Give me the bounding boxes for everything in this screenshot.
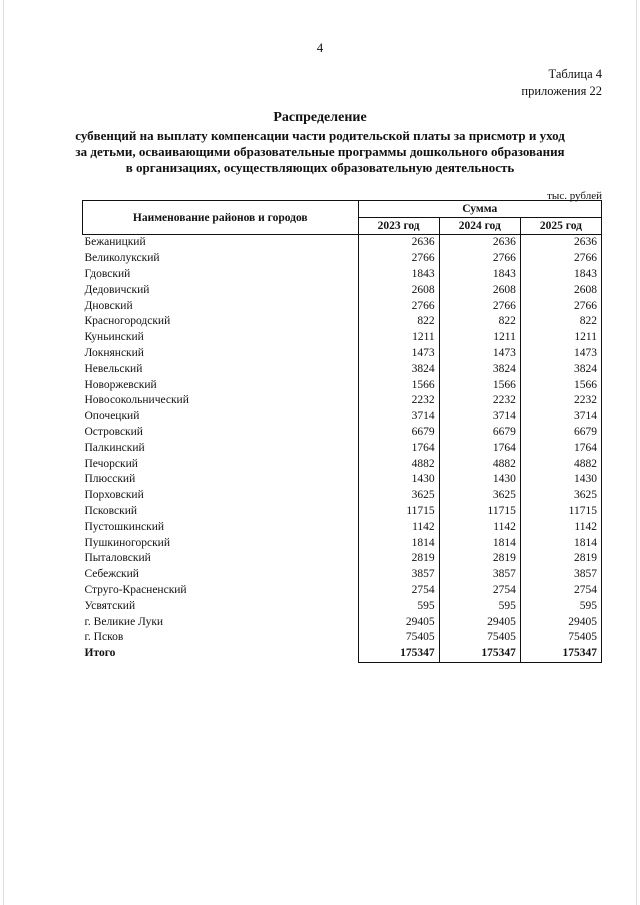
row-value-2025: 1142	[520, 519, 601, 535]
row-value-2023: 3625	[358, 488, 439, 504]
row-value-2025: 2608	[520, 282, 601, 298]
distribution-table	[82, 200, 602, 663]
row-name: Новоржевский	[84, 378, 157, 391]
row-value-2023: 1211	[358, 330, 439, 346]
row-value-2025: 1430	[520, 472, 601, 488]
row-value-2025: 11715	[520, 504, 601, 520]
table-row	[83, 409, 602, 425]
row-value-2025: 2636	[520, 235, 601, 251]
table-row	[83, 456, 602, 472]
row-value-2024: 2636	[439, 235, 520, 251]
row-value-2025: 2754	[520, 583, 601, 599]
row-name: г. Великие Луки	[84, 615, 164, 628]
header-sum: Сумма	[358, 201, 601, 218]
table-caption-line2: приложения 22	[521, 84, 602, 98]
row-value-2024: 1473	[439, 346, 520, 362]
row-name: Локнянский	[84, 346, 144, 359]
row-name: Красногородский	[84, 315, 171, 328]
row-value-2024: 6679	[439, 425, 520, 441]
table-row	[83, 393, 602, 409]
row-value-2025: 1843	[520, 267, 601, 283]
row-value-2024: 1566	[439, 377, 520, 393]
table-row	[83, 472, 602, 488]
table-row	[83, 235, 602, 251]
row-value-2025: 1764	[520, 440, 601, 456]
row-value-2024: 1843	[439, 267, 520, 283]
row-name: Дновский	[84, 299, 133, 312]
row-value-2024: 1764	[439, 440, 520, 456]
row-name: Палкинский	[84, 441, 145, 454]
table-row	[83, 440, 602, 456]
table-row	[83, 519, 602, 535]
scan-edge-right	[636, 0, 637, 905]
row-value-2025: 3625	[520, 488, 601, 504]
row-value-2024: 3857	[439, 567, 520, 583]
total-value-2025: 175347	[520, 646, 601, 662]
row-name: Гдовский	[84, 267, 131, 280]
row-value-2023: 595	[358, 598, 439, 614]
row-name: Великолукский	[84, 252, 160, 265]
document-title	[60, 110, 580, 176]
row-value-2024: 3824	[439, 361, 520, 377]
row-value-2023: 2636	[358, 235, 439, 251]
row-name: Псковский	[84, 504, 138, 517]
row-value-2024: 3625	[439, 488, 520, 504]
header-year-2025: 2025 год	[520, 218, 601, 235]
row-value-2024: 1430	[439, 472, 520, 488]
row-value-2023: 2766	[358, 298, 439, 314]
row-name: Пыталовский	[84, 552, 151, 565]
row-name: Дедовичский	[84, 283, 150, 296]
table-row	[83, 267, 602, 283]
row-value-2024: 3714	[439, 409, 520, 425]
row-value-2025: 1566	[520, 377, 601, 393]
row-value-2025: 595	[520, 598, 601, 614]
row-value-2024: 1142	[439, 519, 520, 535]
row-value-2024: 4882	[439, 456, 520, 472]
row-value-2025: 3857	[520, 567, 601, 583]
row-value-2024: 1211	[439, 330, 520, 346]
table-row	[83, 583, 602, 599]
table-row	[83, 298, 602, 314]
table-row	[83, 377, 602, 393]
table-row	[83, 598, 602, 614]
header-name: Наименование районов и городов	[83, 201, 359, 235]
row-name: Невельский	[84, 362, 143, 375]
row-name: Плюсский	[84, 473, 136, 486]
table-row	[83, 535, 602, 551]
row-value-2024: 75405	[439, 630, 520, 646]
row-value-2023: 11715	[358, 504, 439, 520]
row-value-2023: 6679	[358, 425, 439, 441]
row-name: Куньинский	[84, 331, 144, 344]
row-name: Пушкиногорский	[84, 536, 170, 549]
header-year-2023: 2023 год	[358, 218, 439, 235]
row-value-2025: 2232	[520, 393, 601, 409]
total-label: Итого	[84, 647, 116, 660]
row-value-2023: 1473	[358, 346, 439, 362]
row-value-2023: 29405	[358, 614, 439, 630]
row-value-2024: 2819	[439, 551, 520, 567]
row-value-2025: 1814	[520, 535, 601, 551]
row-value-2023: 3714	[358, 409, 439, 425]
title-line1: Распределение	[273, 110, 367, 125]
table-row	[83, 630, 602, 646]
row-value-2024: 2766	[439, 298, 520, 314]
row-name: Новосокольнический	[84, 394, 189, 407]
table-row	[83, 251, 602, 267]
title-line3: за детьми, осваивающими образовательные программы дошкольного образования	[75, 144, 565, 159]
total-value-2023: 175347	[358, 646, 439, 662]
row-value-2023: 2754	[358, 583, 439, 599]
table-row	[83, 330, 602, 346]
table-row	[83, 346, 602, 362]
total-value-2024: 175347	[439, 646, 520, 662]
table-row	[83, 567, 602, 583]
row-value-2025: 1473	[520, 346, 601, 362]
row-value-2024: 1814	[439, 535, 520, 551]
row-value-2025: 75405	[520, 630, 601, 646]
table-row	[83, 614, 602, 630]
row-value-2025: 2819	[520, 551, 601, 567]
row-value-2023: 822	[358, 314, 439, 330]
row-name: Струго-Красненский	[84, 583, 187, 596]
table-caption-line1: Таблица 4	[548, 67, 602, 81]
row-value-2023: 2608	[358, 282, 439, 298]
row-value-2024: 822	[439, 314, 520, 330]
row-value-2024: 2754	[439, 583, 520, 599]
header-year-2024: 2024 год	[439, 218, 520, 235]
row-value-2025: 4882	[520, 456, 601, 472]
table-body	[83, 235, 602, 663]
row-name: Печорский	[84, 457, 138, 470]
row-value-2024: 2608	[439, 282, 520, 298]
row-value-2023: 2819	[358, 551, 439, 567]
row-name: Пустошкинский	[84, 520, 165, 533]
table-row	[83, 488, 602, 504]
row-value-2025: 3714	[520, 409, 601, 425]
table-row	[83, 425, 602, 441]
row-name: Порховский	[84, 489, 144, 502]
row-name: Бежаницкий	[84, 236, 146, 249]
row-value-2025: 1211	[520, 330, 601, 346]
row-value-2025: 2766	[520, 251, 601, 267]
row-value-2023: 1843	[358, 267, 439, 283]
row-value-2024: 2766	[439, 251, 520, 267]
row-value-2023: 4882	[358, 456, 439, 472]
total-row	[83, 646, 602, 662]
row-value-2023: 1764	[358, 440, 439, 456]
row-value-2025: 822	[520, 314, 601, 330]
row-value-2025: 3824	[520, 361, 601, 377]
row-name: Опочецкий	[84, 410, 140, 423]
row-value-2024: 29405	[439, 614, 520, 630]
row-value-2023: 2766	[358, 251, 439, 267]
table-row	[83, 504, 602, 520]
title-line4: в организациях, осуществляющих образовательную деятельность	[125, 160, 515, 175]
table-row	[83, 551, 602, 567]
row-name: Себежский	[84, 568, 139, 581]
title-line2: субвенций на выплату компенсации части родительской платы за присмотр и уход	[75, 128, 565, 143]
row-value-2023: 1566	[358, 377, 439, 393]
scan-edge-left	[3, 0, 4, 905]
row-value-2025: 6679	[520, 425, 601, 441]
table-row	[83, 361, 602, 377]
row-value-2024: 2232	[439, 393, 520, 409]
page-number: 4	[316, 40, 324, 55]
row-value-2023: 3857	[358, 567, 439, 583]
table-caption	[521, 66, 602, 100]
row-value-2024: 595	[439, 598, 520, 614]
row-name: Усвятский	[84, 599, 136, 612]
row-value-2023: 2232	[358, 393, 439, 409]
row-value-2023: 1430	[358, 472, 439, 488]
row-value-2023: 1814	[358, 535, 439, 551]
row-name: Островский	[84, 425, 143, 438]
row-value-2023: 3824	[358, 361, 439, 377]
row-value-2024: 11715	[439, 504, 520, 520]
row-name: г. Псков	[84, 631, 124, 644]
units-label: тыс. рублей	[547, 190, 602, 202]
row-value-2023: 75405	[358, 630, 439, 646]
table-row	[83, 282, 602, 298]
row-value-2025: 2766	[520, 298, 601, 314]
row-value-2023: 1142	[358, 519, 439, 535]
row-value-2025: 29405	[520, 614, 601, 630]
table-row	[83, 314, 602, 330]
